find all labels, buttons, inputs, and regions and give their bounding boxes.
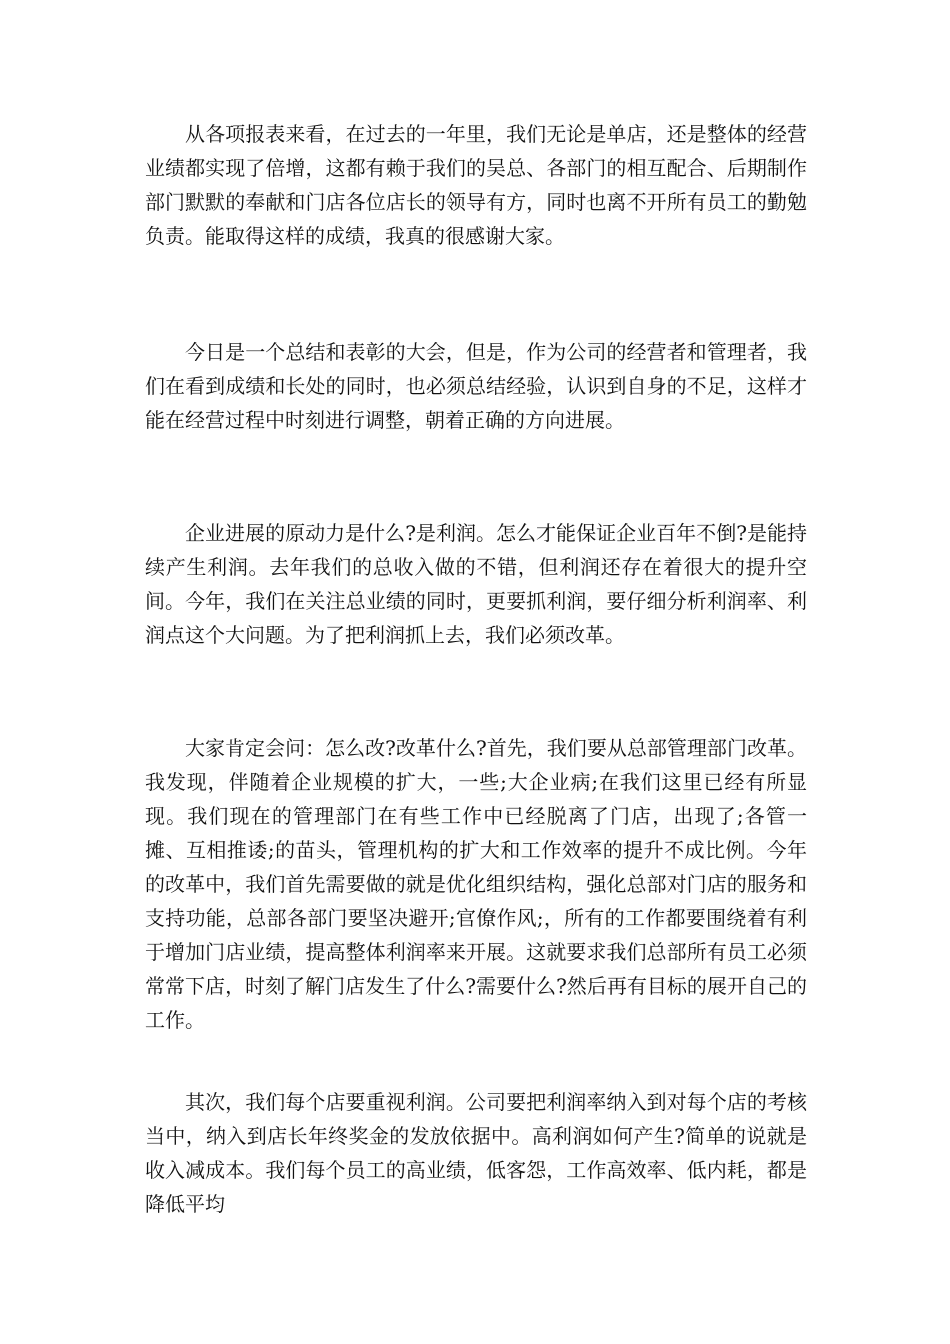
paragraph-1: 从各项报表来看，在过去的一年里，我们无论是单店，还是整体的经营业绩都实现了倍增，这都有赖于我们的吴总、各部门的相互配合、后期制作部门默默的奉献和门店各位店长的领导有方，同时也离不开所有员工的勤勉负责。能取得这样的成绩，我真的很感谢大家。 — [145, 122, 807, 248]
paragraph-3: 企业进展的原动力是什么?是利润。怎么才能保证企业百年不倒?是能持续产生利润。去年我们的总收入做的不错，但利润还存在着很大的提升空间。今年，我们在关注总业绩的同时，更要抓利润，要仔细分析利润率、利润点这个大问题。为了把利润抓上去，我们必须改革。 — [145, 521, 807, 647]
paragraph-5: 其次，我们每个店要重视利润。公司要把利润率纳入到对每个店的考核当中，纳入到店长年终奖金的发放依据中。高利润如何产生?简单的说就是收入减成本。我们每个员工的高业绩，低客怨，工作高效率、低内耗，都是降低平均 — [145, 1090, 807, 1216]
paragraph-2: 今日是一个总结和表彰的大会，但是，作为公司的经营者和管理者，我们在看到成绩和长处的同时，也必须总结经验，认识到自身的不足，这样才能在经营过程中时刻进行调整，朝着正确的方向进展。 — [145, 340, 807, 432]
paragraph-4: 大家肯定会问：怎么改?改革什么?首先，我们要从总部管理部门改革。我发现，伴随着企业规模的扩大，一些;大企业病;在我们这里已经有所显现。我们现在的管理部门在有些工作中已经脱离了门店，出现了;各管一摊、互相推诿;的苗头，管理机构的扩大和工作效率的提升不成比例。今年的改革中，我们首先需要做的就是优化组织结构，强化总部对门店的服务和支持功能，总部各部门要坚决避开;官僚作风;，所有的工作都要围绕着有利于增加门店业绩，提高整体利润率来开展。这就要求我们总部所有员工必须常常下店，时刻了解门店发生了什么?需要什么?然后再有目标的展开自己的工作。 — [145, 736, 807, 1032]
